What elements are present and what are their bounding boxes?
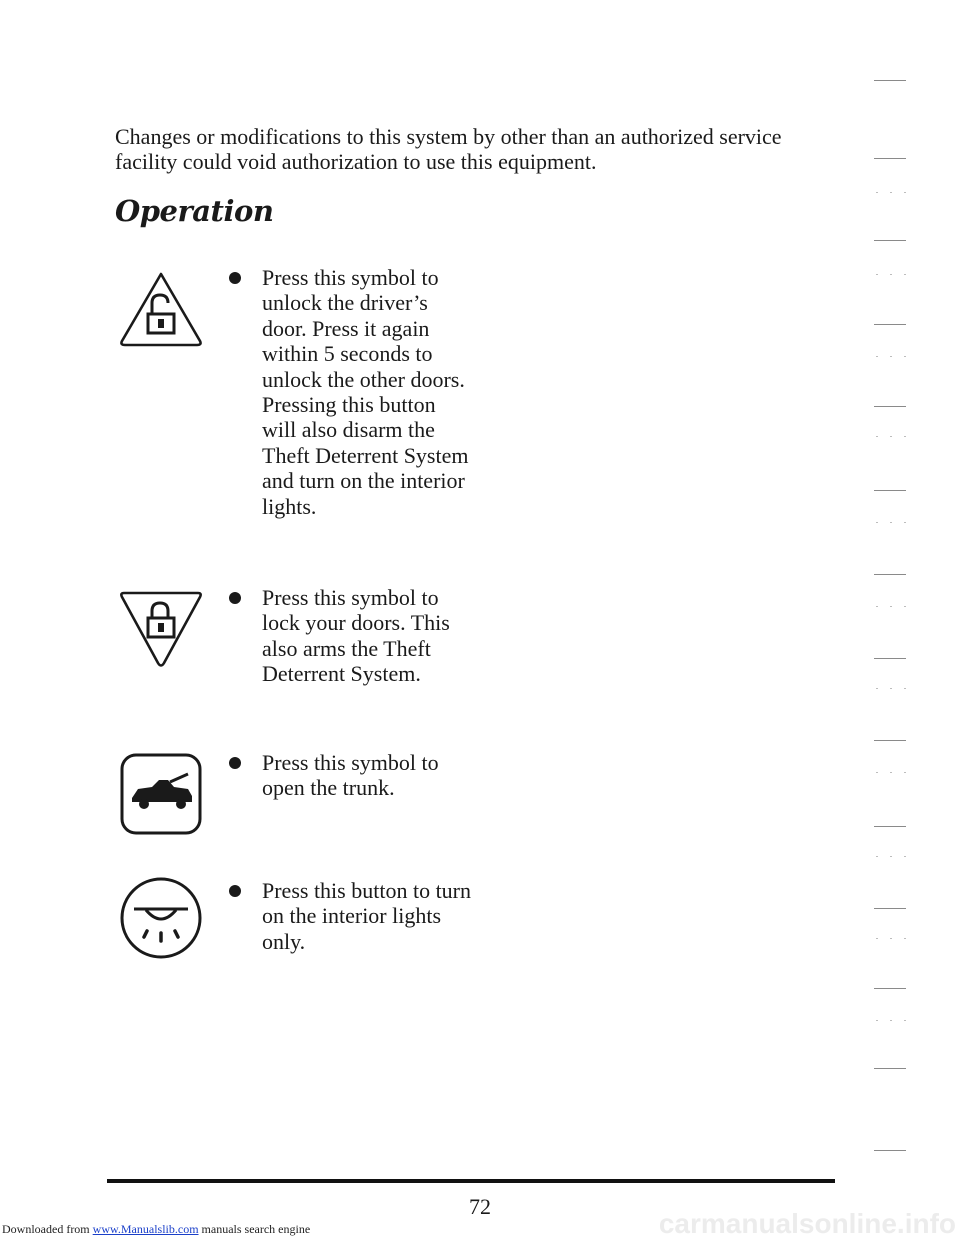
bullet [229, 885, 241, 897]
margin-marks [870, 80, 920, 1180]
intro-paragraph: Changes or modifications to this system by other than an authorized service facility could void authorization to use this equipment. [115, 124, 782, 174]
item-text: Press this symbol to lock your doors. This also arms the Theft Deterrent System. [262, 585, 450, 687]
item-text: Press this symbol to open the trunk. [262, 750, 439, 801]
unlock-icon [118, 271, 204, 347]
lock-icon [118, 589, 204, 669]
interior-light-icon [118, 875, 204, 961]
watermark: carmanualsonline.info [658, 1208, 956, 1239]
bullet [229, 592, 241, 604]
footer-suffix: manuals search engine [198, 1222, 311, 1236]
footer-prefix: Downloaded from [2, 1222, 93, 1236]
bullet [229, 272, 241, 284]
section-heading: Operation [115, 194, 274, 228]
bottom-rule [107, 1179, 835, 1183]
page-number: 72 [469, 1194, 491, 1219]
download-footer [2, 1222, 310, 1237]
item-text: Press this button to turn on the interior lights only. [262, 878, 472, 954]
bullet [229, 757, 241, 769]
manualslib-link[interactable]: www.Manualslib.com [92, 1222, 199, 1236]
trunk-icon [118, 752, 204, 836]
item-text: Press this symbol to unlock the driver’s door. Press it again within 5 seconds to unlock the other doors. Pressing this button will also disarm the Theft Deterrent System and turn on the interior lights. [262, 265, 469, 519]
